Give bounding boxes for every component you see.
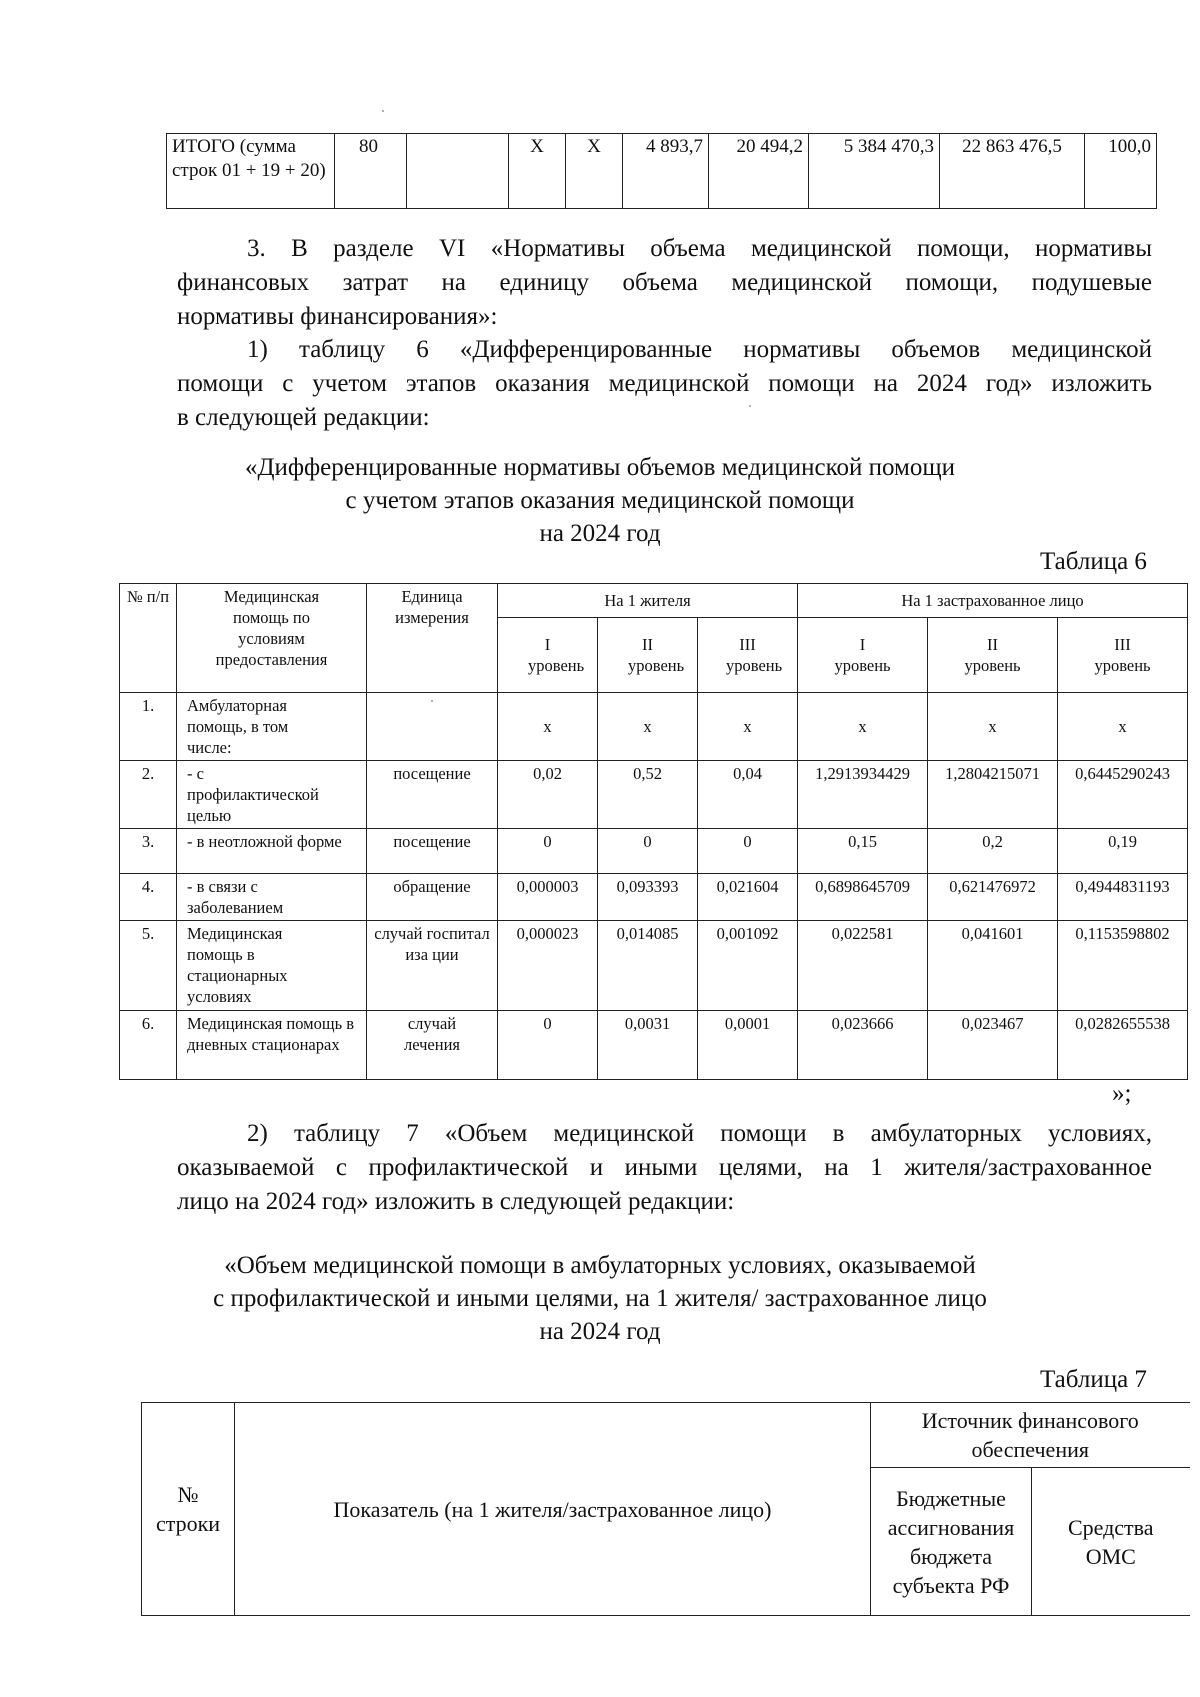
row-value: 0,023666	[798, 1011, 928, 1080]
closing-quote: »;	[1112, 1080, 1132, 1107]
header-level: I уровень	[498, 618, 598, 693]
header-budget: Бюджетные ассигнования бюджета субъекта РФ	[871, 1468, 1032, 1616]
table-row	[120, 693, 1188, 761]
header-per-resident: На 1 жителя	[498, 584, 798, 618]
table-row	[120, 829, 1188, 874]
row-value: 0,19	[1058, 829, 1188, 874]
header-indicator: Показатель (на 1 жителя/застрахованное лицо)	[235, 1403, 871, 1616]
table-row	[120, 921, 1188, 1011]
header-level: III уровень	[1058, 618, 1188, 693]
text-line: в следующей редакции:	[177, 404, 430, 431]
table-7-label: Таблица 7	[1040, 1366, 1147, 1393]
text-line: оказываемой с профилактической и иными целями, на 1 жителя/застрахованное	[177, 1154, 1152, 1181]
itogo-value: 5 384 470,3	[809, 134, 940, 209]
row-value: 0,6445290243	[1058, 761, 1188, 829]
title-line: с учетом этапов оказания медицинской помощи	[345, 487, 855, 514]
row-value: 0,022581	[798, 921, 928, 1011]
row-value: 0,000023	[498, 921, 598, 1011]
row-value: 1,2913934429	[798, 761, 928, 829]
row-value: 0,02	[498, 761, 598, 829]
row-value: 0,52	[598, 761, 698, 829]
text-line: нормативы финансирования»:	[177, 303, 498, 330]
row-num: 6.	[120, 1011, 177, 1080]
row-num: 2.	[120, 761, 177, 829]
row-num: 4.	[120, 874, 177, 921]
row-care: - с профилактической целью	[177, 761, 367, 829]
row-value: х	[928, 693, 1058, 761]
row-num: 1.	[120, 693, 177, 761]
row-value: х	[698, 693, 798, 761]
table-6	[119, 583, 1188, 1080]
text-line: 3. В разделе VI «Нормативы объема медицинской помощи, нормативы	[247, 235, 1152, 262]
table-7	[141, 1402, 1190, 1616]
scan-speck	[382, 110, 384, 112]
row-value: 0,041601	[928, 921, 1058, 1011]
table-header-row	[120, 584, 1188, 618]
row-value: х	[1058, 693, 1188, 761]
row-value: 0,2	[928, 829, 1058, 874]
header-unit: Единица измерения	[367, 584, 498, 693]
row-num: 5.	[120, 921, 177, 1011]
header-row-num: № строки	[142, 1403, 235, 1616]
row-value: 0,621476972	[928, 874, 1058, 921]
row-value: 0,023467	[928, 1011, 1058, 1080]
text-line: лицо на 2024 год» изложить в следующей редакции:	[177, 1188, 735, 1215]
title-line: с профилактической и иными целями, на 1 жителя/ застрахованное лицо	[213, 1285, 987, 1312]
header-source: Источник финансового обеспечения	[871, 1403, 1190, 1468]
text-line: финансовых затрат на единицу объема медицинской помощи, подушевые	[177, 269, 1152, 296]
row-value: 1,2804215071	[928, 761, 1058, 829]
row-value: 0,0031	[598, 1011, 698, 1080]
table-6-label: Таблица 6	[1040, 548, 1147, 575]
header-level: I уровень	[798, 618, 928, 693]
row-care: - в связи с заболеванием	[177, 874, 367, 921]
title-line: «Объем медицинской помощи в амбулаторных условиях, оказываемой	[224, 1252, 976, 1279]
row-value: 0	[498, 829, 598, 874]
row-value: х	[798, 693, 928, 761]
header-level: II уровень	[598, 618, 698, 693]
item-1-paragraph	[177, 333, 1152, 435]
itogo-x2: Х	[566, 134, 623, 209]
row-unit: посещение	[367, 829, 498, 874]
table-row	[120, 1011, 1188, 1080]
itogo-label: ИТОГО (сумма строк 01 + 19 + 20)	[167, 134, 335, 209]
text-line: 2) таблицу 7 «Объем медицинской помощи в амбулаторных условиях,	[247, 1120, 1152, 1147]
header-per-insured: На 1 застрахованное лицо	[798, 584, 1188, 618]
text-line: 1) таблицу 6 «Дифференцированные нормативы объемов медицинской	[247, 336, 1152, 363]
itogo-value: 4 893,7	[623, 134, 709, 209]
title-line: на 2024 год	[539, 1318, 661, 1345]
row-value: 0,04	[698, 761, 798, 829]
header-oms: Средства ОМС	[1032, 1468, 1190, 1616]
row-value: 0,001092	[698, 921, 798, 1011]
itogo-percent: 100,0	[1085, 134, 1157, 209]
row-unit: посещение	[367, 761, 498, 829]
itogo-row	[167, 134, 1157, 209]
table-7-title	[0, 1249, 1200, 1348]
row-value: 0,021604	[698, 874, 798, 921]
title-line: на 2024 год	[539, 520, 661, 547]
row-care: Медицинская помощь в стационарных условиях	[177, 921, 367, 1011]
table-header-row	[142, 1403, 1190, 1468]
row-value: 0,6898645709	[798, 874, 928, 921]
itogo-code: 80	[335, 134, 407, 209]
row-unit: случай лечения	[367, 1011, 498, 1080]
row-value: 0,0282655538	[1058, 1011, 1188, 1080]
row-value: х	[598, 693, 698, 761]
row-num: 3.	[120, 829, 177, 874]
header-level: III уровень	[698, 618, 798, 693]
itogo-empty	[407, 134, 509, 209]
table-6-title	[0, 451, 1200, 550]
row-unit: случай госпитализа ции	[367, 921, 498, 1011]
header-level: II уровень	[928, 618, 1058, 693]
text-line: помощи с учетом этапов оказания медицинской помощи на 2024 год» изложить	[177, 370, 1152, 397]
row-value: 0,093393	[598, 874, 698, 921]
title-line: «Дифференцированные нормативы объемов медицинской помощи	[244, 454, 955, 481]
row-value: 0	[698, 829, 798, 874]
table-row	[120, 761, 1188, 829]
row-value: х	[498, 693, 598, 761]
itogo-x1: Х	[509, 134, 566, 209]
row-care: Амбулаторная помощь, в том числе:	[177, 693, 367, 761]
row-care: - в неотложной форме	[177, 829, 367, 874]
row-value: 0	[598, 829, 698, 874]
itogo-value: 20 494,2	[709, 134, 809, 209]
row-value: 0,15	[798, 829, 928, 874]
itogo-value: 22 863 476,5	[940, 134, 1085, 209]
item-2-paragraph	[177, 1117, 1152, 1219]
row-unit	[367, 693, 498, 761]
table-row	[120, 874, 1188, 921]
row-value: 0,014085	[598, 921, 698, 1011]
row-value: 0,0001	[698, 1011, 798, 1080]
row-care: Медицинская помощь в дневных стационарах	[177, 1011, 367, 1080]
header-num: № п/п	[120, 584, 177, 693]
row-value: 0	[498, 1011, 598, 1080]
row-value: 0,4944831193	[1058, 874, 1188, 921]
itogo-table	[166, 133, 1157, 209]
header-care: Медицинская помощь по условиям предоставления	[177, 584, 367, 693]
section-3-paragraph	[177, 232, 1152, 334]
row-unit: обращение	[367, 874, 498, 921]
row-value: 0,1153598802	[1058, 921, 1188, 1011]
row-value: 0,000003	[498, 874, 598, 921]
